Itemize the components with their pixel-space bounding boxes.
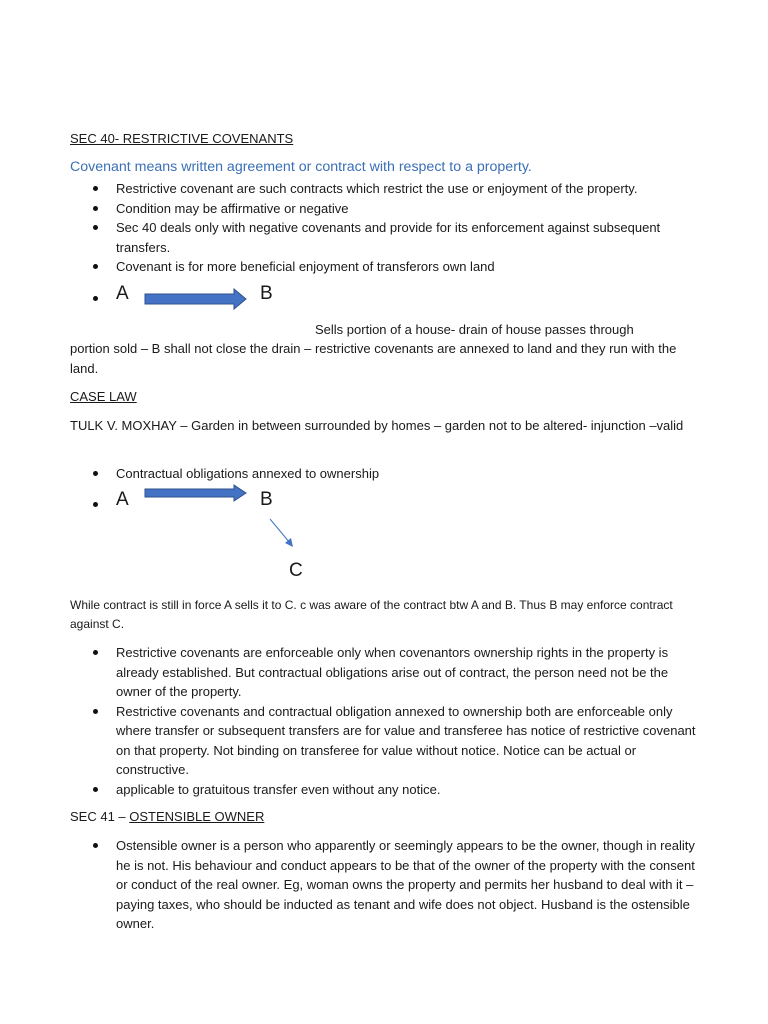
diagonal-arrow-icon [266,516,298,552]
list-item: Restrictive covenants and contractual obligation annexed to ownership both are enforceable only where transfer or subsequent transfers are for value and transferee has notice of restrictive covenant on that property. Not binding on transferee for value without notice. Notice can be actual or constructive. [70,702,702,780]
drain-example-rest: portion sold – B shall not close the drain – restrictive covenants are annexed to land and they run with the land. [70,341,677,376]
ostensible-owner-bullet-list [70,836,702,934]
obligations-bullet-list [70,464,700,484]
list-item: Ostensible owner is a person who apparently or seemingly appears to be the owner, though in reality he is not. His behaviour and conduct appears to be that of the owner of the property with the consent or conduct of the real owner. Eg, woman owns the property and permits her husband to deal with it – paying taxes, who should be inducted as tenant and wife does not object. Husband is the ostensible owner. [70,836,702,934]
case-law-heading: CASE LAW [70,389,137,404]
diagram2-arrow-icon [144,484,248,504]
diagram1-arrow-icon [144,288,248,312]
list-item: Restrictive covenants are enforceable only when covenantors ownership rights in the property is already established. But contractual obligations arise out of contract, the person need not be the owner of the property. [70,643,702,702]
diagram1-party-b: B [260,283,273,304]
drain-example-line1: Sells portion of a house- drain of house passes through [315,322,634,337]
list-item: Condition may be affirmative or negative [70,199,700,219]
diagram1-party-a: A [116,283,129,304]
list-item: Covenant is for more beneficial enjoyment of transferors own land [70,257,700,277]
list-item: Restrictive covenant are such contracts which restrict the use or enjoyment of the property. [70,179,700,199]
list-item: Contractual obligations annexed to ownership [70,464,700,484]
diagram2-party-b: B [260,489,273,510]
diagram2-party-a: A [116,489,129,510]
section-40-heading: SEC 40- RESTRICTIVE COVENANTS [70,131,294,146]
section-41-title: OSTENSIBLE OWNER [129,809,265,824]
diagram1-bullet [93,296,98,301]
section-41-heading [70,807,264,827]
covenant-definition: Covenant means written agreement or contract with respect to a property. [70,159,532,175]
diagram2-bullet [93,502,98,507]
section-41-prefix: SEC 41 – [70,809,130,824]
enforceability-bullet-list [70,643,702,799]
list-item: applicable to gratuitous transfer even without any notice. [70,780,702,800]
sale-to-c-paragraph: While contract is still in force A sells it to C. c was aware of the contract btw A and B. Thus B may enforce contract against C. [70,598,673,631]
list-item: Sec 40 deals only with negative covenants and provide for its enforcement against subsequent transfers. [70,218,700,257]
diagram2-party-c: C [289,560,303,581]
tulk-moxhay-case: TULK V. MOXHAY – Garden in between surrounded by homes – garden not to be altered- injunction –valid [70,418,684,433]
covenant-bullet-list [70,179,700,277]
